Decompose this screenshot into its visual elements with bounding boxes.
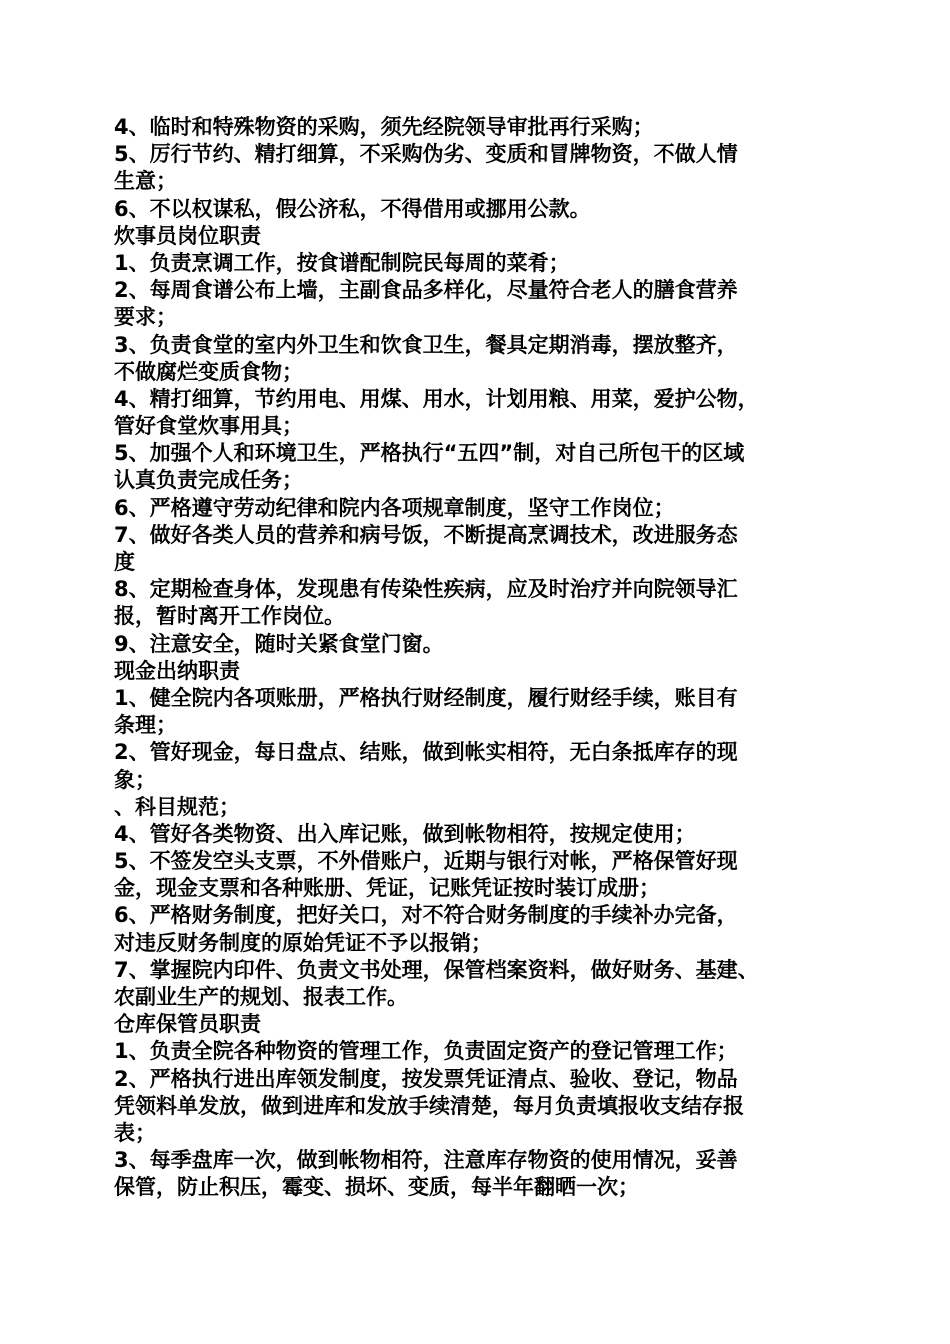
text-line: 5、不签发空头支票，不外借账户，近期与银行对帐，严格保管好现 [114, 849, 738, 874]
text-line: 4、管好各类物资、出入库记账，做到帐物相符，按规定使用； [114, 821, 696, 846]
text-line: 3、每季盘库一次，做到帐物相符，注意库存物资的使用情况，妥善 [114, 1148, 738, 1173]
text-line: 管好食堂炊事用具； [114, 414, 303, 439]
text-line: 2、管好现金，每日盘点、结账，做到帐实相符，无白条抵库存的现 [114, 740, 738, 765]
text-line: 报，暂时离开工作岗位。 [114, 604, 345, 629]
text-line: 1、健全院内各项账册，严格执行财经制度，履行财经手续，账目有 [114, 685, 738, 710]
text-line: 7、掌握院内印件、负责文书处理，保管档案资料，做好财务、基建、 [114, 957, 759, 982]
text-line: 象； [114, 767, 156, 792]
text-line: 、科目规范； [114, 794, 240, 819]
text-line: 6、严格财务制度，把好关口，对不符合财务制度的手续补办完备， [114, 903, 738, 928]
section-heading: 炊事员岗位职责 [114, 223, 261, 248]
section-heading: 现金出纳职责 [114, 658, 240, 683]
text-line: 不做腐烂变质食物； [114, 359, 303, 384]
text-line: 要求； [114, 305, 177, 330]
text-line: 保管，防止积压，霉变、损坏、变质，每半年翻晒一次； [114, 1175, 639, 1200]
text-line: 度 [114, 550, 135, 574]
text-line: 2、每周食谱公布上墙，主副食品多样化，尽量符合老人的膳食营养 [114, 278, 738, 303]
text-line: 6、严格遵守劳动纪律和院内各项规章制度，坚守工作岗位； [114, 495, 675, 520]
text-line: 3、负责食堂的室内外卫生和饮食卫生，餐具定期消毒，摆放整齐， [114, 332, 738, 357]
text-line: 4、临时和特殊物资的采购，须先经院领导审批再行采购； [114, 115, 654, 139]
text-line: 表； [114, 1120, 156, 1145]
text-line: 8、定期检查身体，发现患有传染性疾病，应及时治疗并向院领导汇 [114, 577, 738, 602]
text-line: 生意； [114, 169, 177, 194]
text-line: 对违反财务制度的原始凭证不予以报销； [114, 930, 492, 955]
text-line: 5、加强个人和环境卫生，严格执行“五四”制，对自己所包干的区域 [114, 441, 745, 466]
section-heading: 仓库保管员职责 [114, 1012, 261, 1037]
text-line: 金，现金支票和各种账册、凭证，记账凭证按时装订成册； [114, 876, 660, 901]
text-line: 2、严格执行进出库领发制度，按发票凭证清点、验收、登记，物品 [114, 1066, 738, 1091]
text-line: 1、负责烹调工作，按食谱配制院民每周的菜肴； [114, 250, 570, 275]
document-page [114, 114, 844, 1202]
text-line: 农副业生产的规划、报表工作。 [114, 985, 408, 1009]
text-line: 凭领料单发放，做到进库和发放手续清楚，每月负责填报收支结存报 [114, 1093, 744, 1118]
text-line: 6、不以权谋私，假公济私，不得借用或挪用公款。 [114, 196, 591, 221]
text-line: 1、负责全院各种物资的管理工作，负责固定资产的登记管理工作； [114, 1039, 738, 1064]
text-line: 5、厉行节约、精打细算，不采购伪劣、变质和冒牌物资，不做人情 [114, 142, 738, 167]
text-line: 条理； [114, 713, 177, 738]
text-line: 7、做好各类人员的营养和病号饭，不断提高烹调技术，改进服务态 [114, 522, 738, 547]
text-line: 认真负责完成任务； [114, 468, 303, 493]
text-line: 9、注意安全，随时关紧食堂门窗。 [114, 631, 444, 656]
text-line: 4、精打细算，节约用电、用煤、用水，计划用粮、用菜，爱护公物， [114, 386, 759, 411]
